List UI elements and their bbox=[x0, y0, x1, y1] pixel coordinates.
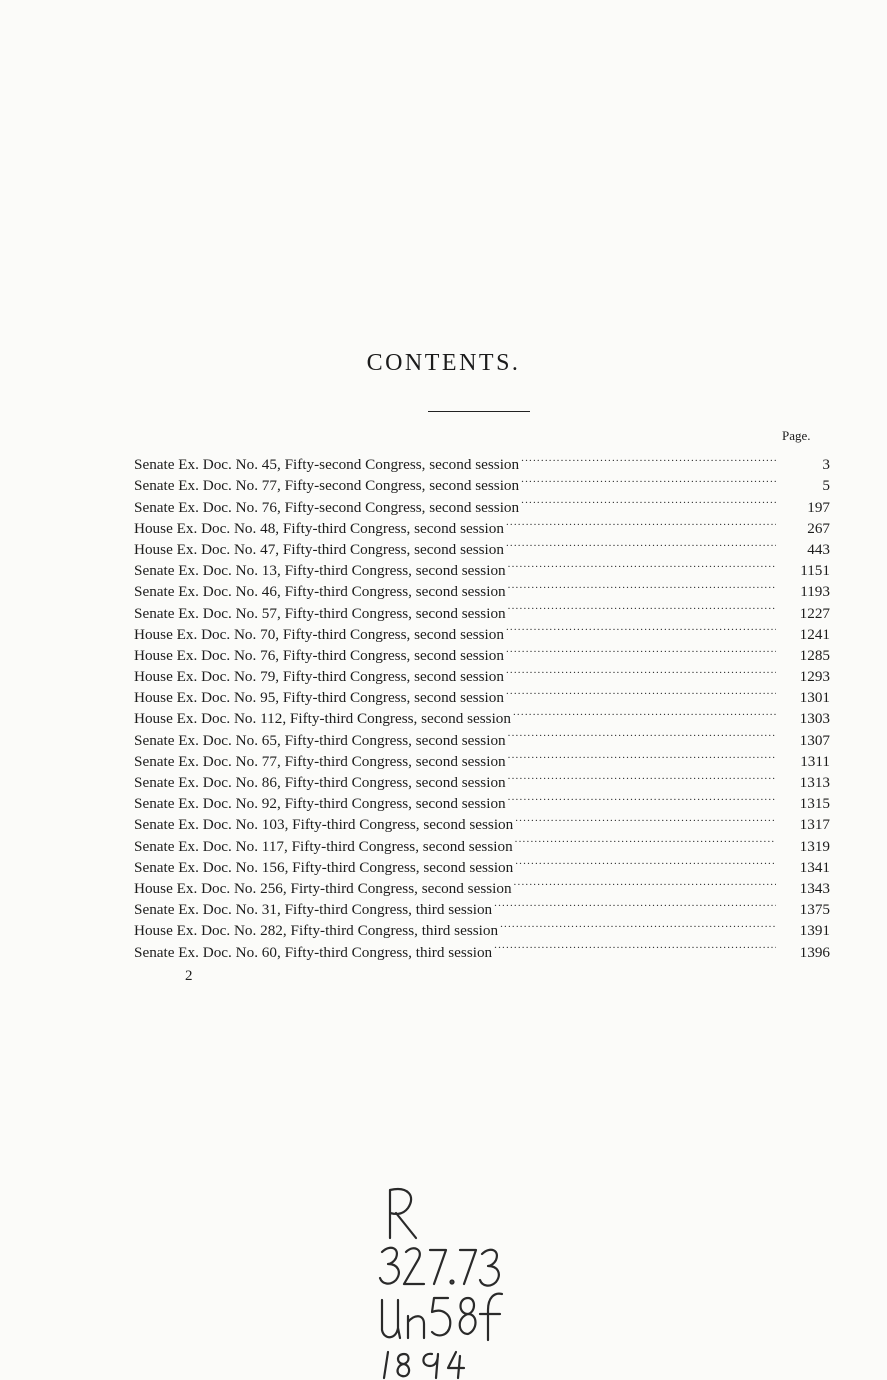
entry-page-number: 443 bbox=[807, 540, 830, 558]
dot-leader bbox=[506, 639, 776, 660]
dot-leader bbox=[521, 490, 776, 511]
entry-title: Senate Ex. Doc. No. 77, Fifty-third Congress, second session bbox=[134, 752, 506, 770]
entry-title: Senate Ex. Doc. No. 13, Fifty-third Congress, second session bbox=[134, 562, 506, 580]
contents-list bbox=[134, 448, 830, 961]
dot-leader bbox=[506, 681, 776, 702]
entry-title: Senate Ex. Doc. No. 77, Fifty-second Congress, second session bbox=[134, 477, 520, 495]
entry-title: Senate Ex. Doc. No. 103, Fifty-third Congress, second session bbox=[134, 816, 514, 834]
entry-title: House Ex. Doc. No. 282, Fifty-third Congress, third session bbox=[134, 922, 499, 940]
entry-title: Senate Ex. Doc. No. 92, Fifty-third Congress, second session bbox=[134, 795, 506, 813]
entry-page-number: 1285 bbox=[799, 646, 830, 664]
dot-leader bbox=[515, 829, 776, 850]
entry-page-number: 1151 bbox=[800, 562, 830, 580]
entry-page-number: 1375 bbox=[799, 901, 830, 919]
entry-title: Senate Ex. Doc. No. 65, Fifty-third Congress, second session bbox=[134, 731, 506, 749]
entry-title: Senate Ex. Doc. No. 31, Fifty-third Congress, third session bbox=[134, 901, 493, 919]
dot-leader bbox=[506, 512, 776, 533]
entry-page-number: 1315 bbox=[799, 795, 830, 813]
dot-leader bbox=[508, 723, 776, 744]
dot-leader bbox=[508, 554, 776, 575]
dot-leader bbox=[500, 914, 776, 935]
entry-title: Senate Ex. Doc. No. 46, Fifty-third Congress, second session bbox=[134, 583, 506, 601]
dot-leader bbox=[506, 533, 776, 554]
entry-title: Senate Ex. Doc. No. 156, Fifty-third Congress, second session bbox=[134, 858, 514, 876]
entry-title: House Ex. Doc. No. 256, Firty-third Congress, second session bbox=[134, 879, 512, 897]
entry-page-number: 1311 bbox=[800, 752, 830, 770]
entry-page-number: 1193 bbox=[800, 583, 830, 601]
dot-leader bbox=[508, 596, 776, 617]
entry-page-number: 197 bbox=[807, 498, 830, 516]
handwritten-r bbox=[390, 1189, 416, 1238]
dot-leader bbox=[506, 618, 776, 639]
entry-page-number: 1227 bbox=[799, 604, 830, 622]
entry-page-number: 1293 bbox=[799, 668, 830, 686]
dot-leader bbox=[521, 469, 776, 490]
entry-title: Senate Ex. Doc. No. 57, Fifty-third Congress, second session bbox=[134, 604, 506, 622]
handwritten-call-number bbox=[360, 1180, 530, 1380]
title-rule bbox=[428, 411, 530, 412]
dot-leader bbox=[506, 660, 776, 681]
entry-title: House Ex. Doc. No. 47, Fifty-third Congress, second session bbox=[134, 540, 504, 558]
entry-page-number: 1301 bbox=[799, 689, 830, 707]
entry-page-number: 1241 bbox=[799, 625, 830, 643]
entry-title: Senate Ex. Doc. No. 60, Fifty-third Congress, third session bbox=[134, 943, 493, 961]
entry-title: House Ex. Doc. No. 70, Fifty-third Congress, second session bbox=[134, 625, 504, 643]
dot-leader bbox=[521, 448, 776, 469]
entry-title: Senate Ex. Doc. No. 45, Fifty-second Congress, second session bbox=[134, 456, 520, 474]
dot-leader bbox=[514, 872, 776, 893]
dot-leader bbox=[515, 851, 776, 872]
dot-leader bbox=[513, 702, 776, 723]
entry-title: House Ex. Doc. No. 95, Fifty-third Congress, second session bbox=[134, 689, 504, 707]
page-column-header: Page. bbox=[782, 428, 811, 443]
entry-title: Senate Ex. Doc. No. 117, Fifty-third Congress, second session bbox=[134, 837, 513, 855]
entry-page-number: 1317 bbox=[799, 816, 830, 834]
dot-leader bbox=[494, 935, 776, 956]
page-number: 2 bbox=[185, 968, 193, 984]
entry-title: Senate Ex. Doc. No. 76, Fifty-second Congress, second session bbox=[134, 498, 520, 516]
entry-title: House Ex. Doc. No. 79, Fifty-third Congress, second session bbox=[134, 668, 504, 686]
entry-page-number: 1341 bbox=[799, 858, 830, 876]
dot-leader bbox=[494, 893, 776, 914]
entry-page-number: 1343 bbox=[799, 879, 830, 897]
entry-page-number: 267 bbox=[807, 519, 830, 537]
entry-page-number: 1313 bbox=[799, 774, 830, 791]
dot-leader bbox=[508, 787, 776, 808]
dot-leader bbox=[508, 766, 776, 787]
entry-title: House Ex. Doc. No. 48, Fifty-third Congress, second session bbox=[134, 519, 504, 537]
entry-page-number: 3 bbox=[822, 456, 830, 474]
entry-page-number: 1303 bbox=[799, 710, 830, 728]
entry-title: Senate Ex. Doc. No. 86, Fifty-third Congress, second session bbox=[134, 774, 506, 791]
entry-title: House Ex. Doc. No. 76, Fifty-third Congress, second session bbox=[134, 646, 504, 664]
dot-leader bbox=[515, 808, 776, 829]
entry-page-number: 1319 bbox=[799, 837, 830, 855]
entry-page-number: 1396 bbox=[799, 943, 830, 961]
entry-page-number: 1391 bbox=[799, 922, 830, 940]
page-title: CONTENTS. bbox=[366, 350, 521, 376]
dot-leader bbox=[508, 745, 776, 766]
entry-page-number: 1307 bbox=[799, 731, 830, 749]
entry-title: House Ex. Doc. No. 112, Fifty-third Congress, second session bbox=[134, 710, 511, 728]
contents-entry bbox=[134, 448, 830, 474]
dot-leader bbox=[508, 575, 776, 596]
entry-page-number: 5 bbox=[822, 477, 830, 495]
